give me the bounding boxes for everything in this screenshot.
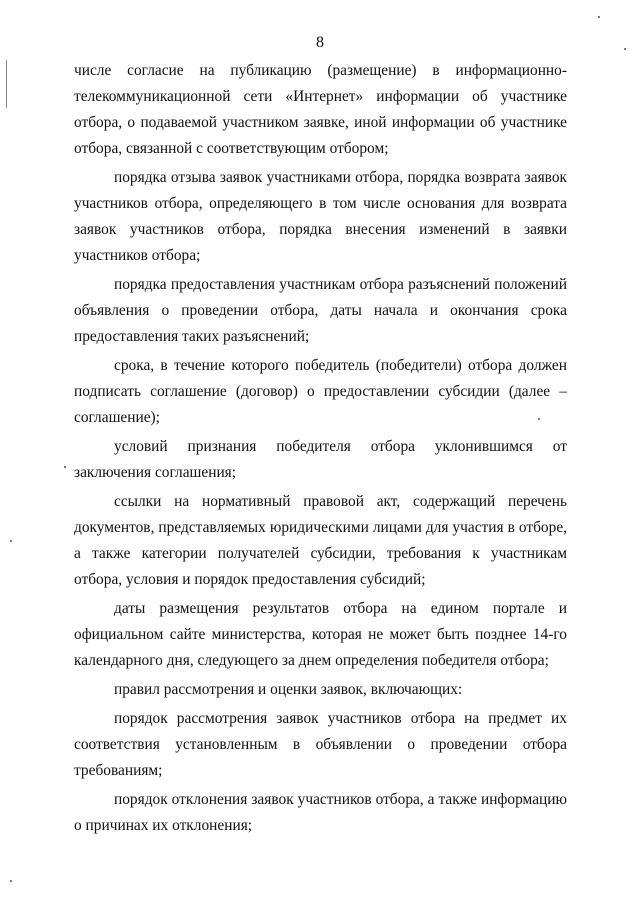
paragraph-5: условий признания победителя отбора уклонившимся от заключения соглашения; xyxy=(74,438,567,481)
paragraph-6: ссылки на нормативный правовой акт, содержащий перечень документов, представляемых юридическими лицами для участия в отборе, а также категории получателей субсидии, требования к участникам отбора, условия и порядок предоставления субсидий; xyxy=(74,493,567,588)
scan-artifact xyxy=(6,60,7,108)
scan-artifact xyxy=(10,540,12,542)
paragraph-10: порядок отклонения заявок участников отбора, а также информацию о причинах их отклонения; xyxy=(74,791,567,834)
paragraph-3: порядка предоставления участникам отбора разъяснений положений объявления о проведении отбора, даты начала и окончания срока предоставления таких разъяснений; xyxy=(74,276,567,345)
page-number: 8 xyxy=(316,34,324,51)
paragraph-9: порядок рассмотрения заявок участников отбора на предмет их соответствия установленным в объявлении о проведении отбора требованиям; xyxy=(74,710,567,779)
scan-artifact xyxy=(598,16,600,18)
scan-artifact xyxy=(538,418,540,420)
paragraph-7: даты размещения результатов отбора на едином портале и официальном сайте министерства, которая не может быть позднее 14-го календарного дня, следующего за днем определения победителя отбора; xyxy=(74,600,567,669)
paragraph-8: правил рассмотрения и оценки заявок, включающих: xyxy=(114,681,463,698)
document-body xyxy=(74,58,567,839)
scan-artifact xyxy=(10,880,12,882)
scan-artifact xyxy=(624,48,626,50)
paragraph-2: порядка отзыва заявок участниками отбора, порядка возврата заявок участников отбора, определяющего в том числе основания для возврата заявок участников отбора, порядка внесения изменений в заявки участников отбора; xyxy=(74,169,567,264)
paragraph-1: числе согласие на публикацию (размещение) в информационно-телекоммуникационной сети «Интернет» информации об участнике отбора, о подаваемой участником заявке, иной информации об участнике отбора, связанной с соответствующим отбором; xyxy=(74,62,567,157)
scan-artifact xyxy=(64,466,66,468)
paragraph-4: срока, в течение которого победитель (победители) отбора должен подписать соглашение (договор) о предоставлении субсидии (далее – соглашение); xyxy=(74,357,567,426)
